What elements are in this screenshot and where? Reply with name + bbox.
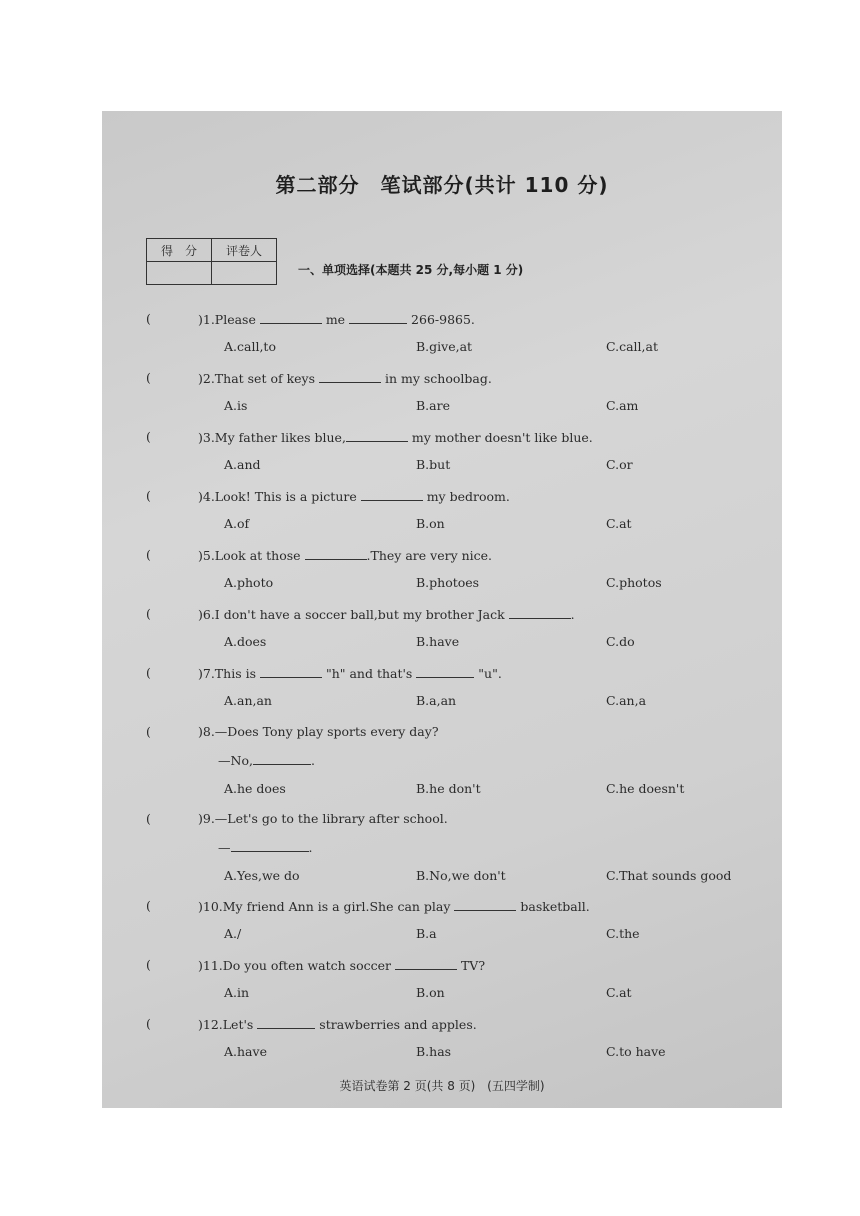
answer-bracket[interactable]: (	[146, 724, 151, 739]
answer-bracket[interactable]: (	[146, 606, 151, 621]
option-a[interactable]: A.photo	[224, 575, 274, 590]
question-stem	[198, 606, 575, 622]
option-a[interactable]: A.he does	[224, 781, 286, 796]
question-item	[102, 547, 782, 607]
answer-blank[interactable]	[509, 606, 571, 619]
option-a[interactable]: A.is	[224, 398, 248, 413]
answer-bracket[interactable]: (	[146, 957, 151, 972]
answer-bracket[interactable]: (	[146, 811, 151, 826]
answer-bracket[interactable]: (	[146, 1016, 151, 1031]
stem-text: "u".	[474, 666, 502, 681]
stem-text: )8.—Does Tony play sports every day?	[198, 724, 439, 739]
option-c[interactable]: C.the	[606, 926, 640, 941]
question-stem	[198, 724, 439, 739]
option-b[interactable]: B.have	[416, 634, 460, 649]
option-b[interactable]: B.are	[416, 398, 450, 413]
option-a[interactable]: A.of	[224, 516, 250, 531]
footer-page-info: 英语试卷第 2 页(共 8 页)	[339, 1079, 476, 1093]
footer-system: (五四学制)	[487, 1079, 545, 1093]
score-cell[interactable]	[147, 262, 212, 285]
stem-text: basketball.	[516, 899, 590, 914]
question-item	[102, 429, 782, 489]
question-item	[102, 1016, 782, 1076]
reply-period: .	[308, 840, 313, 855]
answer-blank[interactable]	[346, 429, 408, 442]
answer-blank[interactable]	[349, 311, 407, 324]
option-c[interactable]: C.to have	[606, 1044, 666, 1059]
question-item	[102, 488, 782, 548]
question-item	[102, 606, 782, 666]
question-stem	[198, 547, 492, 563]
answer-bracket[interactable]: (	[146, 665, 151, 680]
answer-bracket[interactable]: (	[146, 898, 151, 913]
stem-text: )10.My friend Ann is a girl.She can play	[198, 899, 455, 914]
answer-blank[interactable]	[231, 839, 309, 852]
score-table	[146, 238, 277, 285]
stem-text: )12.Let's	[198, 1017, 258, 1032]
option-a[interactable]: A.an,an	[224, 693, 272, 708]
option-b[interactable]: B.a,an	[416, 693, 457, 708]
question-item	[102, 898, 782, 958]
option-a[interactable]: A./	[224, 926, 242, 941]
option-a[interactable]: A.Yes,we do	[224, 868, 300, 883]
option-b[interactable]: B.photoes	[416, 575, 480, 590]
answer-blank[interactable]	[454, 898, 516, 911]
question-item	[102, 957, 782, 1017]
reply-text: —	[218, 840, 231, 855]
question-stem	[198, 898, 590, 914]
stem-text: .They are very nice.	[366, 548, 493, 563]
stem-text: )4.Look! This is a picture	[198, 489, 361, 504]
question-stem	[198, 1016, 477, 1032]
part-title: 第二部分 笔试部分(共计 110 分)	[275, 173, 609, 197]
option-c[interactable]: C.he doesn't	[606, 781, 685, 796]
option-c[interactable]: C.an,a	[606, 693, 647, 708]
stem-text: )2.That set of keys	[198, 371, 319, 386]
page-footer	[102, 1077, 782, 1094]
answer-blank[interactable]	[253, 752, 311, 765]
answer-bracket[interactable]: (	[146, 311, 151, 326]
answer-bracket[interactable]: (	[146, 429, 151, 444]
question-stem	[198, 311, 475, 327]
stem-text: )3.My father likes blue,	[198, 430, 346, 445]
option-b[interactable]: B.on	[416, 516, 445, 531]
stem-text: .	[570, 607, 575, 622]
stem-text: TV?	[456, 958, 486, 973]
option-b[interactable]: B.has	[416, 1044, 452, 1059]
option-b[interactable]: B.No,we don't	[416, 868, 506, 883]
dialogue-reply	[218, 839, 312, 855]
grader-cell[interactable]	[212, 262, 277, 285]
stem-text: 266-9865.	[407, 312, 475, 327]
section-heading: 一、单项选择(本题共 25 分,每小题 1 分)	[298, 263, 524, 277]
question-stem	[198, 429, 593, 445]
question-item	[102, 370, 782, 430]
answer-bracket[interactable]: (	[146, 488, 151, 503]
answer-blank[interactable]	[257, 1016, 315, 1029]
dialogue-reply	[218, 752, 315, 768]
reply-text: —No,	[218, 753, 253, 768]
answer-blank[interactable]	[319, 370, 381, 383]
option-c[interactable]: C.at	[606, 516, 632, 531]
question-stem	[198, 488, 510, 504]
option-c[interactable]: C.at	[606, 985, 632, 1000]
stem-text: )9.—Let's go to the library after school.	[198, 811, 448, 826]
answer-blank[interactable]	[361, 488, 423, 501]
option-c[interactable]: C.call,at	[606, 339, 658, 354]
question-item	[102, 665, 782, 725]
option-b[interactable]: B.give,at	[416, 339, 473, 354]
option-b[interactable]: B.on	[416, 985, 445, 1000]
answer-bracket[interactable]: (	[146, 370, 151, 385]
answer-blank[interactable]	[395, 957, 457, 970]
answer-blank[interactable]	[260, 311, 322, 324]
stem-text: )7.This is	[198, 666, 260, 681]
stem-text: my mother doesn't like blue.	[407, 430, 593, 445]
question-stem	[198, 811, 448, 826]
question-stem	[198, 665, 502, 681]
stem-text: )6.I don't have a soccer ball,but my brother Jack	[198, 607, 509, 622]
stem-text: )11.Do you often watch soccer	[198, 958, 395, 973]
question-item	[102, 724, 782, 796]
option-a[interactable]: A.in	[224, 985, 250, 1000]
stem-text: )5.Look at those	[198, 548, 305, 563]
score-label: 得 分	[147, 239, 212, 262]
stem-text: in my schoolbag.	[381, 371, 492, 386]
option-c[interactable]: C.or	[606, 457, 633, 472]
option-c[interactable]: C.am	[606, 398, 639, 413]
answer-blank[interactable]	[305, 547, 367, 560]
answer-bracket[interactable]: (	[146, 547, 151, 562]
option-b[interactable]: B.he don't	[416, 781, 481, 796]
option-a[interactable]: A.and	[224, 457, 261, 472]
option-c[interactable]: C.photos	[606, 575, 662, 590]
stem-text: "h" and that's	[321, 666, 417, 681]
option-a[interactable]: A.does	[224, 634, 267, 649]
stem-text: strawberries and apples.	[315, 1017, 477, 1032]
question-item	[102, 311, 782, 371]
stem-text: me	[321, 312, 350, 327]
question-item	[102, 811, 782, 883]
option-b[interactable]: B.but	[416, 457, 451, 472]
stem-text: my bedroom.	[422, 489, 510, 504]
exam-page	[102, 111, 782, 1108]
option-c[interactable]: C.That sounds good	[606, 868, 732, 883]
question-stem	[198, 957, 485, 973]
grader-label: 评卷人	[212, 239, 277, 262]
question-stem	[198, 370, 492, 386]
stem-text: )1.Please	[198, 312, 260, 327]
option-a[interactable]: A.call,to	[224, 339, 276, 354]
answer-blank[interactable]	[416, 665, 474, 678]
option-a[interactable]: A.have	[224, 1044, 267, 1059]
option-c[interactable]: C.do	[606, 634, 635, 649]
answer-blank[interactable]	[260, 665, 322, 678]
reply-period: .	[310, 753, 315, 768]
option-b[interactable]: B.a	[416, 926, 437, 941]
